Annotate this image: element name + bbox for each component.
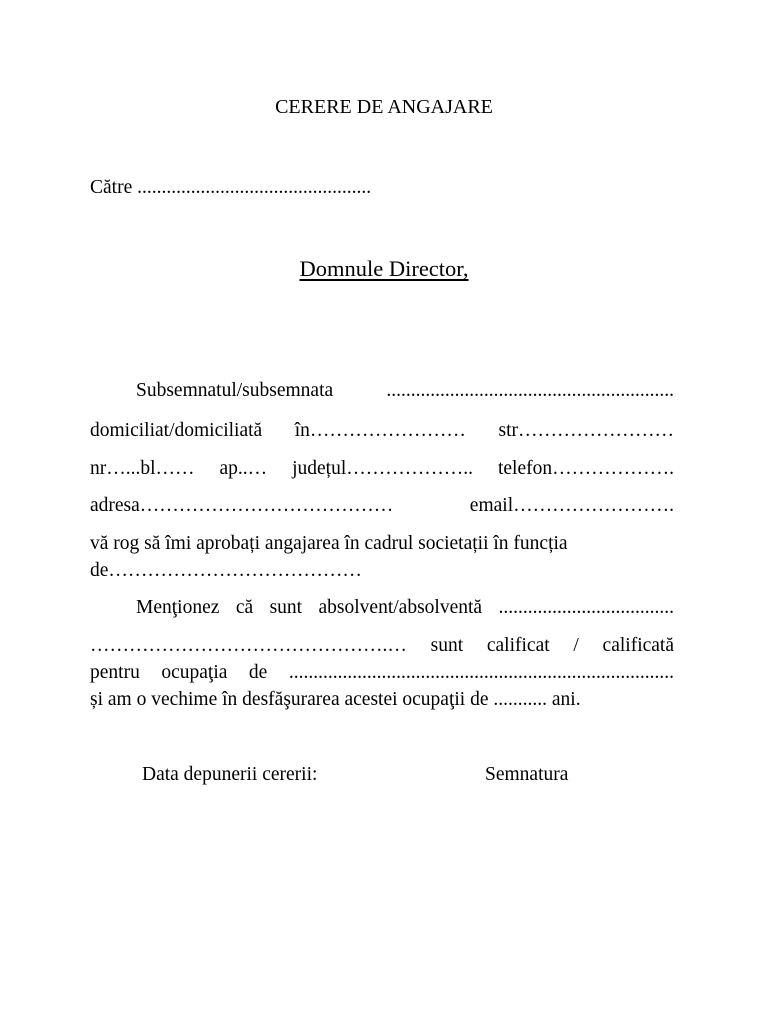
body-line-experience: și am o vechime în desfăşurarea acestei ocupaţii de ........... ani.	[90, 689, 581, 710]
body-line-graduate: Menţionez că sunt absolvent/absolventă ....................................	[136, 597, 674, 618]
body-line-request: vă rog să îmi aprobați angajarea în cadrul societații în funcția	[90, 533, 568, 554]
body-line-domicile: domiciliat/domiciliată în…………………… str……………………	[90, 420, 674, 441]
salutation: Domnule Director,	[299, 256, 469, 281]
body-line-address-details: nr…...bl…… ap..… județul……………….. telefon……………….	[90, 458, 674, 479]
body-line-occupation: pentru ocupaţia de ...............................................................................	[90, 662, 674, 683]
recipient-line: Către ................................................	[90, 177, 372, 198]
body-line-position: de…………………………………	[90, 560, 362, 581]
document-title: CERERE DE ANGAJARE	[275, 96, 493, 118]
signature-label: Semnatura	[485, 764, 569, 785]
body-line-name: Subsemnatul/subsemnata ...........................................................	[136, 380, 674, 401]
body-line-email: adresa………………………………… email…………………….	[90, 495, 674, 516]
submission-date-label: Data depunerii cererii:	[142, 764, 318, 785]
body-line-qualified: ……………………………………….… sunt calificat / calificată	[90, 635, 674, 656]
